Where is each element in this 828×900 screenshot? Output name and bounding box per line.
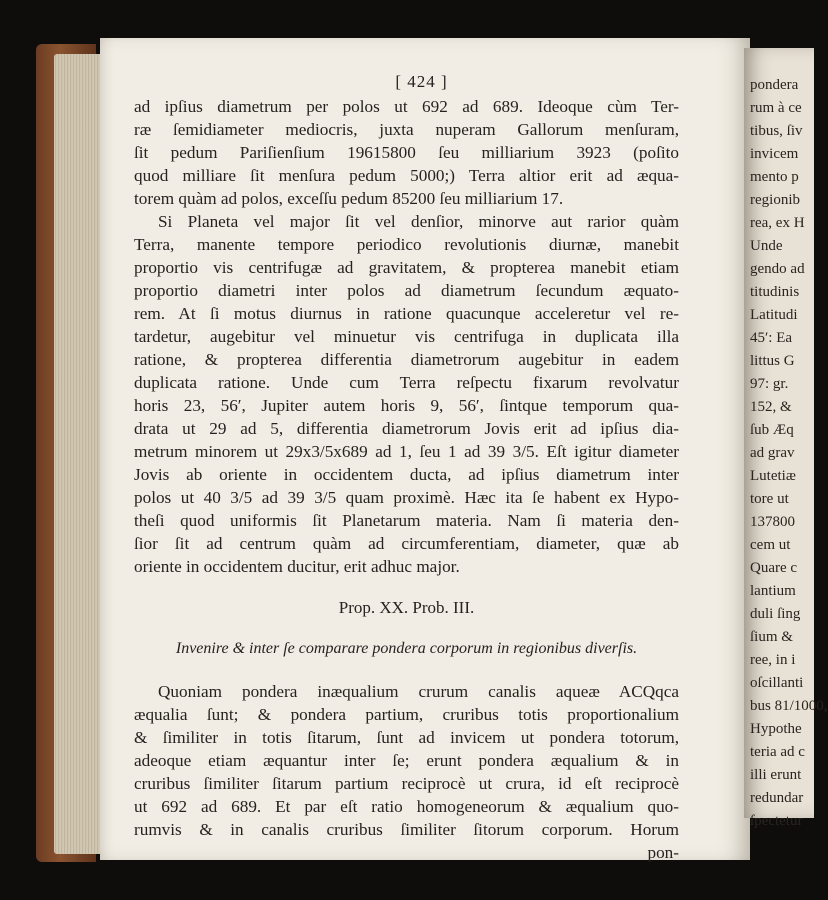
text-line: æqualia ſunt; & pondera partium, cruribus totis proportionalium	[134, 705, 679, 724]
text-line: rem. At ſi motus diurnus in ratione quacunque acceleretur vel re-	[134, 304, 679, 323]
facing-line: ſub Æq	[750, 422, 794, 438]
text-line: Terra, manente tempore periodico revolutionis diurnæ, manebit	[134, 235, 679, 254]
text-line: Jovis ab oriente in occidentem ducta, ad ipſius diametrum inter	[134, 465, 679, 484]
text-line: Quoniam pondera inæqualium crurum canalis aqueæ ACQqca	[158, 682, 679, 701]
facing-line: oſcillanti	[750, 675, 804, 691]
text-line: polos ut 40 3/5 ad 39 3/5 quam proximè. Hæc ita ſe habent ex Hypo-	[134, 488, 679, 507]
text-line: quod milliare ſit menſura pedum 5000;) Terra altior erit ad æqua-	[134, 166, 679, 185]
text-line: ræ ſemidiameter mediocris, juxta nuperam Gallorum menſuram,	[134, 120, 679, 139]
text-line: ut 692 ad 689. Et par eſt ratio homogeneorum & æqualium quo-	[134, 797, 679, 816]
text-line: oriente in occidentem ducitur, erit adhuc major.	[134, 557, 460, 576]
facing-line: regionib	[750, 192, 800, 208]
facing-line: Unde	[750, 238, 783, 254]
facing-line: 152, &	[750, 399, 792, 415]
facing-line: redundar	[750, 790, 804, 806]
facing-line: duli ſing	[750, 606, 801, 622]
facing-line: 137800	[750, 514, 795, 530]
facing-line: ſpectetur	[750, 813, 803, 829]
text-line: & ſimiliter in totis ſitarum, ſunt ad invicem ut pondera totorum,	[134, 728, 679, 747]
facing-line: mento p	[750, 169, 799, 185]
text-line: duplicata ratione. Unde cum Terra reſpectu fixarum revolvatur	[134, 373, 679, 392]
catchword: pon-	[647, 843, 679, 862]
facing-line: lantium	[750, 583, 796, 599]
text-line: ſior ſit ad centrum quàm ad circumferentiam, diameter, quæ ab	[134, 534, 679, 553]
facing-line: ſium &	[750, 629, 793, 645]
facing-line: tore ut	[750, 491, 789, 507]
facing-line: pondera	[750, 77, 799, 93]
text-line: theſi quod uniformis ſit Planetarum materia. Nam ſi materia den-	[134, 511, 679, 530]
facing-line: 45′: Ea	[750, 330, 793, 346]
paragraph-3	[134, 680, 679, 841]
facing-line: titudinis	[750, 284, 800, 300]
facing-line: cem ut	[750, 537, 791, 553]
text-line: Si Planeta vel major ſit vel denſior, minorve aut rarior quàm	[158, 212, 679, 231]
text-line: adeoque etiam æquantur inter ſe; erunt pondera æqualium & in	[134, 751, 679, 770]
facing-line: 97: gr.	[750, 376, 789, 392]
text-line: rumvis & in canalis cruribus ſimiliter ſitorum corporum. Horum	[134, 820, 679, 839]
facing-line: Quare c	[750, 560, 798, 576]
facing-line: bus 81/1000,	[750, 698, 828, 714]
facing-line: rum à ce	[750, 100, 802, 116]
facing-line: tibus, ſiv	[750, 123, 803, 139]
page-edges	[54, 54, 102, 854]
text-line: proportio vis centrifugæ ad gravitatem, & propterea manebit etiam	[134, 258, 679, 277]
text-line: cruribus ſimiliter ſitarum partium reciprocè ut crura, id eſt reciprocè	[134, 774, 679, 793]
page-number: [ 424 ]	[395, 72, 448, 91]
text-line: torem quàm ad polos, exceſſu pedum 85200 ſeu milliarium 17.	[134, 189, 564, 208]
facing-line: littus G	[750, 353, 795, 369]
page-content	[134, 70, 679, 864]
proposition-heading: Prop. XX. Prob. III.	[338, 598, 475, 617]
text-line: drata ut 29 ad 5, differentia diametrorum Jovis erit ad ipſius dia-	[134, 419, 679, 438]
text-line: ad ipſius diametrum per polos ut 692 ad 689. Ideoque cùm Ter-	[134, 97, 679, 116]
proposition-subtitle: Invenire & inter ſe comparare pondera corporum in regionibus diverſis.	[175, 640, 638, 657]
facing-line: Lutetiæ	[750, 468, 796, 484]
paragraph-1	[134, 95, 679, 210]
text-line: horis 23, 56′, Jupiter autem horis 9, 56′, ſintque temporum qua-	[134, 396, 679, 415]
facing-line: rea, ex H	[750, 215, 805, 231]
facing-line: Hypothe	[750, 721, 802, 737]
text-line: metrum minorem ut 29x3/5x689 ad 1, ſeu 1 ad 39 3/5. Eſt igitur diameter	[134, 442, 679, 461]
text-line: ſit pedum Pariſienſium 19615800 ſeu milliarium 3923 (poſito	[134, 143, 679, 162]
text-line: proportio diametri inter polos ad diametrum ſecundum æquato-	[134, 281, 679, 300]
spacer	[134, 660, 679, 680]
text-line: ratione, & propterea differentia diametrorum augebitur in eadem	[134, 350, 679, 369]
facing-line: gendo ad	[750, 261, 805, 277]
facing-page	[744, 48, 828, 829]
text-line: tardetur, augebitur vel minuetur vis centrifuga in duplicata illa	[134, 327, 679, 346]
facing-line: invicem	[750, 146, 799, 162]
paragraph-2	[134, 210, 679, 578]
facing-line: ree, in i	[750, 652, 796, 668]
facing-line: illi erunt	[750, 767, 802, 783]
facing-line: Latitudi	[750, 307, 798, 323]
facing-line: teria ad c	[750, 744, 805, 760]
facing-line: ad grav	[750, 445, 795, 461]
